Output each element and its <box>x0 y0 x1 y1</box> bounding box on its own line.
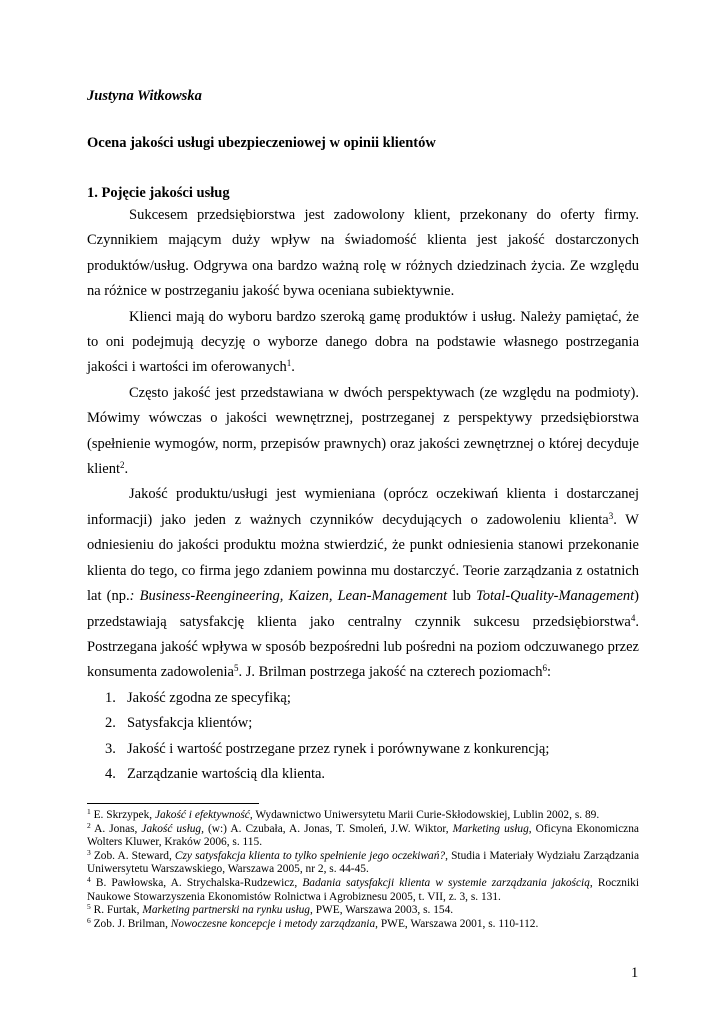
paragraph-4: Jakość produktu/usługi jest wymieniana (oprócz oczekiwań klienta i dostarczanej informacji) jako jeden z ważnych czynników decydujących o zadowoleniu klienta$^3$. W odniesieniu do jakości produktu można stwierdzić, że punkt odniesienia stanowi przekonanie klienta do tego, co firma jego zdaniem powinna mu dostarczyć. Teorie zarządzania z ostatnich lat (np.: Business-Reengineering, Kaizen, Lean-Management lub Total-Quality-Management) przedstawiają satysfakcję klienta jako centralny czynnik sukcesu przedsiębiorstwa$^4$. Postrzegana jakość wpływa w sposób bezpośredni lub pośredni na poziom odczuwanego przez konsumenta zadowolenia$^5$. J. Brilman postrzega jakość na czterech poziomach$^6$: <box>87 486 640 681</box>
footnote-1: $^1$ E. Skrzypek, Jakość i efektywność, Wydawnictwo Uniwersytetu Marii Curie-Skłodowskiej, Lublin 2002, s. 89. <box>87 807 600 821</box>
footnote-ref: 6 <box>542 663 547 674</box>
footnote-5: $^5$ R. Furtak, Marketing partnerski na rynku usług, PWE, Warszawa 2003, s. 154. <box>87 902 454 917</box>
footnote-ref: 5 <box>233 663 239 674</box>
list-item: 1. Jakość zgodna ze specyfiką; <box>105 689 291 706</box>
list-item: 4. Zarządzanie wartością dla klienta. <box>105 765 326 782</box>
document-title: Ocena jakości usługi ubezpieczeniowej w opinii klientów <box>87 135 436 151</box>
footnote-3: $^3$ Zob. A. Steward, Czy satysfakcja klienta to tylko spełnienie jego oczekiwań?, Studia i Materiały Wydziału Zarządzania Uniwersytetu Warszawskiego, Warszawa 2005, nr 2, s. 44-45. <box>87 847 639 876</box>
quality-levels-list <box>87 686 639 788</box>
footnote-separator <box>87 803 259 804</box>
page-number: 1 <box>631 965 639 981</box>
body-text <box>87 203 639 787</box>
list-item: 2. Satysfakcja klientów; <box>105 715 253 732</box>
footnotes <box>87 809 639 931</box>
paragraph-1: Sukcesem przedsiębiorstwa jest zadowolony klient, przekonany do oferty firmy. Czynnikiem mającym duży wpływ na świadomość klienta jest jakość dostarczonych produktów/usług. Odgrywa ona bardzo ważną rolę w różnych dziedzinach życia. Ze względu na różnice w postrzeganiu jakość bywa oceniana subiektywnie. <box>87 207 639 300</box>
list-item: 3. Jakość i wartość postrzegane przez rynek i porównywane z konkurencją; <box>105 740 550 757</box>
footnote-ref: 4 <box>630 612 636 623</box>
footnote-ref: 2 <box>120 460 125 471</box>
footnote-6: $^6$ Zob. J. Brilman, Nowoczesne koncepcje i metody zarządzania, PWE, Warszawa 2001, s. 110-112. <box>87 915 539 930</box>
footnote-4: $^4$ B. Pawłowska, A. Strychalska-Rudzewicz, Badania satysfakcji klienta w systemie zarządzania jakością, Roczniki Naukowe Stowarzyszenia Ekonomistów Rolnictwa i Agrobiznesu 2005, t. VII, z. 3, s. 131. <box>87 874 639 903</box>
footnote-ref: 1 <box>286 358 292 369</box>
footnote-2: $^2$ A. Jonas, Jakość usług, (w:) A. Czubała, A. Jonas, T. Smoleń, J.W. Wiktor, Marketing usług, Oficyna Ekonomiczna Wolters Kluwer, Kraków 2006, s. 115. <box>87 820 639 849</box>
footnote-ref: 3 <box>608 510 614 521</box>
paragraph-2: Klienci mają do wyboru bardzo szeroką gamę produktów i usług. Należy pamiętać, że to oni podejmują decyzję o wyborze danego dobra na podstawie własnego postrzegania jakości i wartości im oferowanych$^1$. <box>87 308 639 376</box>
paragraph-3: Często jakość jest przedstawiana w dwóch perspektywach (ze względu na podmioty). Mówimy wówczas o jakości wewnętrznej, postrzeganej z perspektywy przedsiębiorstwa (spełnienie wymogów, norm, przepisów prawnych) oraz jakości zewnętrznej o której decyduje klient$^2$. <box>87 384 639 478</box>
author-name: Justyna Witkowska <box>87 88 202 104</box>
section-heading: 1. Pojęcie jakości usług <box>87 185 230 201</box>
